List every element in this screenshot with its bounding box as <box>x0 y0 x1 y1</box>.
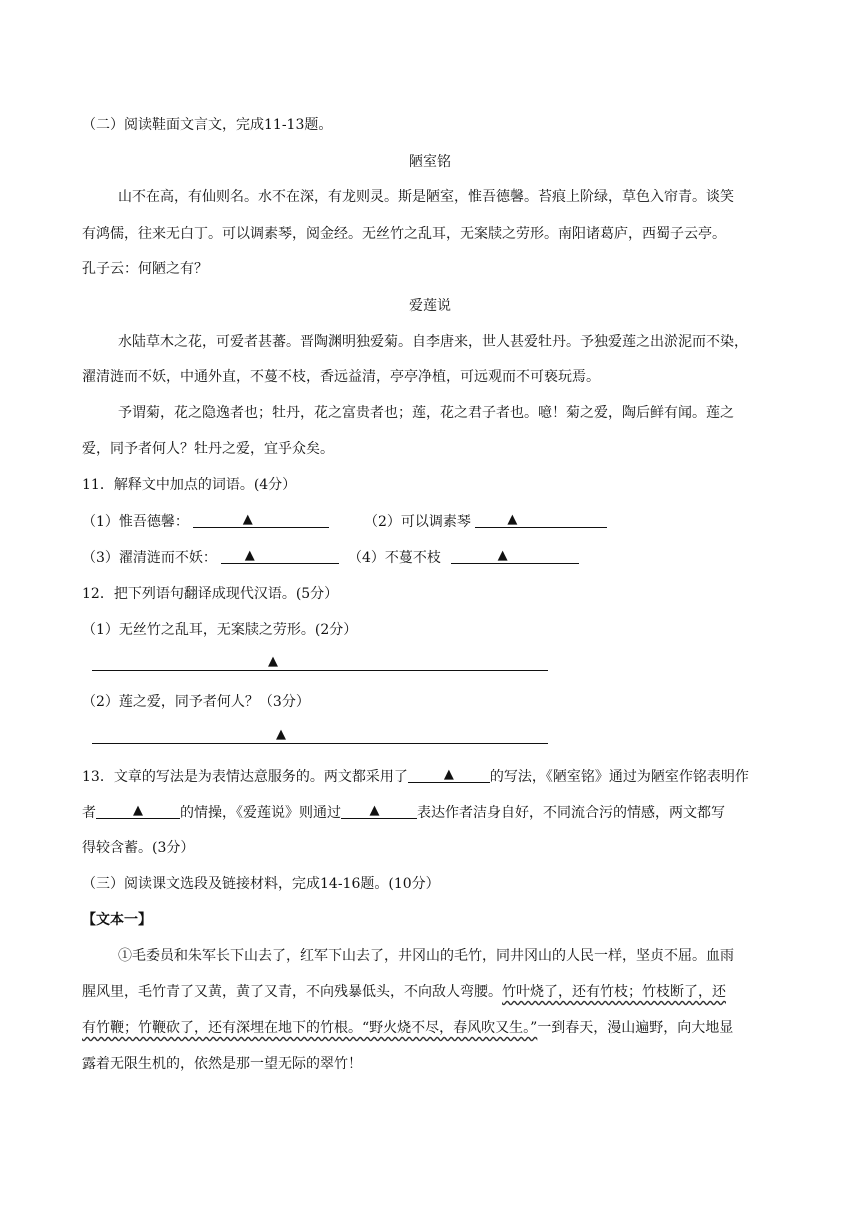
triangle-icon: ▲ <box>133 803 143 818</box>
q11-item-1 <box>82 511 329 531</box>
q11-item-2-answer-blank[interactable] <box>475 513 607 528</box>
triangle-icon: ▲ <box>276 727 286 742</box>
q11-item-2 <box>364 511 607 531</box>
section-3-heading: （三）阅读课文选段及链接材料，完成14-16题。(10分） <box>82 876 440 892</box>
q11-item-4-answer-blank[interactable] <box>451 549 579 564</box>
q13-text: 的写法，《陋室铭》通过为陋室作铭表明作 <box>489 769 749 785</box>
q13-text: 13．文章的写法是为表情达意服务的。两文都采用了 <box>82 769 408 785</box>
passage-1-line-2: 有鸿儒，往来无白丁。可以调素琴，阅金经。无丝竹之乱耳，无案牍之劳形。南阳诸葛庐，西蜀子云亭。 <box>82 226 726 242</box>
triangle-icon: ▲ <box>507 512 518 527</box>
q12-item-2-answer-line[interactable] <box>92 743 548 744</box>
passage-4-wavy-underline: 竹叶烧了，还有竹枝；竹枝断了，还 <box>502 984 726 1000</box>
passage-1-line-3: 孔子云：何陋之有？ <box>82 261 208 277</box>
passage-1-line-1: 山不在高，有仙则名。水不在深，有龙则灵。斯是陋室，惟吾德馨。苔痕上阶绿，草色入帘青。谈笑 <box>118 189 734 205</box>
q13-blank-3[interactable] <box>341 804 417 819</box>
triangle-icon: ▲ <box>443 767 454 782</box>
q13-text: 者 <box>82 805 96 821</box>
passage-4-line-1: ①毛委员和朱军长下山去了，红军下山去了，井冈山的毛竹，同井冈山的人民一样，坚贞不屈。血雨 <box>118 948 734 964</box>
q13-blank-2[interactable] <box>96 804 180 819</box>
triangle-icon: ▲ <box>268 654 278 669</box>
poem-title-ailianshuo: 爱莲说 <box>409 298 451 314</box>
q11-item-3 <box>82 547 339 567</box>
triangle-icon: ▲ <box>497 548 508 563</box>
q11-item-1-label: （1）惟吾德馨： <box>82 514 189 530</box>
q11-item-4 <box>348 547 579 567</box>
q12-item-2: （2）莲之爱，同予者何人？（3分） <box>82 694 310 710</box>
q11-item-3-answer-blank[interactable] <box>221 549 339 564</box>
question-13-line-2 <box>82 802 725 822</box>
text-1-label: 【文本一】 <box>82 912 152 928</box>
question-12: 12．把下列语句翻译成现代汉语。(5分） <box>82 586 339 602</box>
q13-text: 的情操，《爱莲说》则通过 <box>180 805 341 821</box>
passage-4-line-2 <box>82 981 726 1001</box>
passage-2-line-2: 濯清涟而不妖，中通外直，不蔓不枝，香远益清，亭亭净植，可远观而不可亵玩焉。 <box>82 369 600 385</box>
passage-3-line-2: 爱，同予者何人？牡丹之爱，宜乎众矣。 <box>82 441 334 457</box>
passage-3-line-1: 予谓菊，花之隐逸者也；牡丹，花之富贵者也；莲，花之君子者也。噫！菊之爱，陶后鲜有闻。莲之 <box>118 405 734 421</box>
passage-4-text: 腥风里，毛竹青了又黄，黄了又青，不向残暴低头，不向敌人弯腰。 <box>82 984 502 1000</box>
poem-title-loushiming: 陋室铭 <box>409 154 451 170</box>
triangle-icon: ▲ <box>244 548 255 563</box>
q13-text: 表达作者洁身自好，不同流合污的情感，两文都写 <box>417 805 725 821</box>
q11-item-4-label: （4）不蔓不枝 <box>348 550 441 566</box>
passage-4-line-4: 露着无限生机的，依然是那一望无际的翠竹！ <box>82 1056 362 1072</box>
question-11: 11．解释文中加点的词语。(4分） <box>82 477 297 493</box>
triangle-icon: ▲ <box>242 512 253 527</box>
passage-2-line-1: 水陆草木之花，可爱者甚蕃。晋陶渊明独爱菊。自李唐来，世人甚爱牡丹。予独爱莲之出淤泥而不染， <box>118 334 748 350</box>
question-13-line-1 <box>82 766 749 786</box>
q12-item-1: （1）无丝竹之乱耳，无案牍之劳形。(2分） <box>82 622 358 638</box>
q11-item-1-answer-blank[interactable] <box>193 513 329 528</box>
section-2-heading: （二）阅读鞋面文言文，完成11-13题。 <box>82 117 333 133</box>
triangle-icon: ▲ <box>369 803 380 818</box>
q12-item-1-answer-line[interactable] <box>92 670 548 671</box>
question-13-line-3: 得较含蓄。(3分） <box>82 840 195 856</box>
passage-4-line-3 <box>82 1017 733 1037</box>
q11-item-2-label: （2）可以调素琴 <box>364 514 471 530</box>
passage-4-text: 一到春天，漫山遍野，向大地显 <box>537 1020 734 1036</box>
passage-4-wavy-underline: 有竹鞭；竹鞭砍了，还有深埋在地下的竹根。“野火烧不尽，春风吹又生。” <box>82 1020 538 1036</box>
q11-item-3-label: （3）濯清涟而不妖： <box>82 550 217 566</box>
q13-blank-1[interactable] <box>408 768 490 783</box>
